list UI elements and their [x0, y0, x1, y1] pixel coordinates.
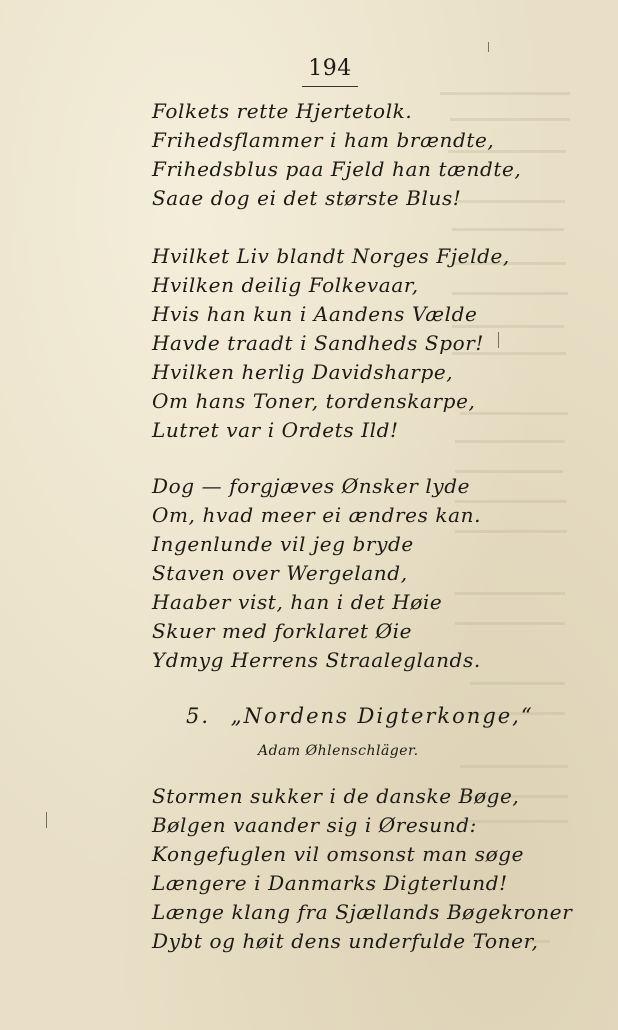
verse-line: Ingenlunde vil jeg bryde [152, 532, 414, 556]
verse-line: Længe klang fra Sjællands Bøgekroner [152, 900, 573, 924]
verse-line: Frihedsflammer i ham brændte, [152, 128, 495, 152]
section-heading [186, 704, 534, 728]
edge-mark-left [46, 812, 47, 828]
page-number: 194 [308, 56, 352, 81]
verse-line: Hvilken herlig Davidsharpe, [152, 360, 454, 384]
verse-line: Folkets rette Hjertetolk. [152, 99, 413, 123]
verse-line: Skuer med forklaret Øie [152, 619, 413, 643]
verse-line: Dog — forgjæves Ønsker lyde [152, 474, 471, 498]
section-title: „Nordens Digterkonge,“ [230, 704, 534, 728]
verse-line: Hvilket Liv blandt Norges Fjelde, [152, 244, 510, 268]
verse-line: Bølgen vaander sig i Øresund: [152, 813, 477, 837]
verse-line: Lutret var i Ordets Ild! [152, 418, 399, 442]
section-author: Adam Øhlenschläger. [258, 743, 419, 759]
edge-mark-right [498, 332, 499, 348]
verse-line: Om, hvad meer ei ændres kan. [152, 503, 482, 527]
edge-mark-top [488, 42, 489, 52]
verse-line: Haaber vist, han i det Høie [152, 590, 443, 614]
verse-line: Hvilken deilig Folkevaar, [152, 273, 419, 297]
verse-line: Hvis han kun i Aandens Vælde [152, 302, 478, 326]
verse-line: Om hans Toner, tordenskarpe, [152, 389, 476, 413]
verse-line: Dybt og høit dens underfulde Toner, [152, 929, 539, 953]
verse-line: Længere i Danmarks Digterlund! [152, 871, 508, 895]
verse-line: Saae dog ei det største Blus! [152, 186, 462, 210]
verse-line: Havde traadt i Sandheds Spor! [152, 331, 485, 355]
verse-line: Staven over Wergeland, [152, 561, 408, 585]
section-number: 5. [186, 704, 211, 728]
header-rule [302, 86, 358, 87]
verse-line: Frihedsblus paa Fjeld han tændte, [152, 157, 522, 181]
verse-line: Kongefuglen vil omsonst man søge [152, 842, 525, 866]
verse-line: Ydmyg Herrens Straaleglands. [152, 648, 481, 672]
verse-line: Stormen sukker i de danske Bøge, [152, 784, 520, 808]
